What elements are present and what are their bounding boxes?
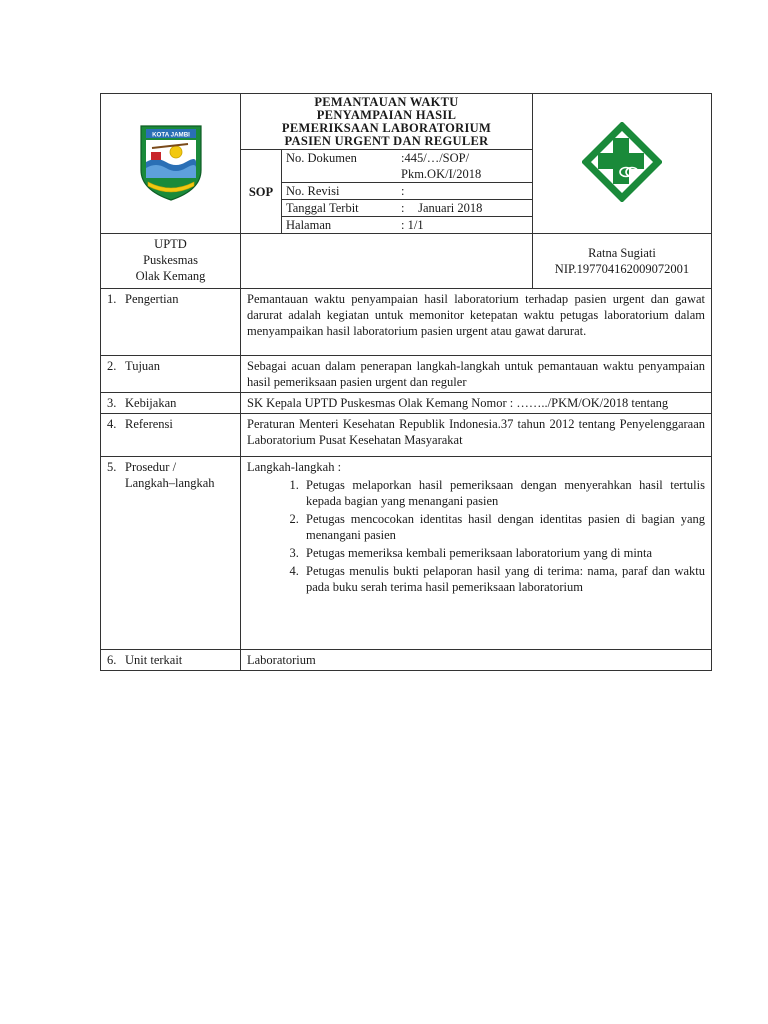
row-label bbox=[101, 289, 241, 356]
meta-value-text-2: Pkm.OK/I/2018 bbox=[401, 167, 482, 181]
row-label-text: Pengertian bbox=[125, 292, 179, 306]
row-label bbox=[101, 457, 241, 650]
org-line: Puskesmas bbox=[143, 253, 198, 267]
document-title bbox=[241, 94, 532, 149]
procedure-steps bbox=[247, 477, 705, 595]
procedure-step: 3. Petugas memeriksa kembali pemeriksaan laboratorium yang di minta bbox=[302, 545, 705, 561]
row-number: 5. bbox=[107, 460, 117, 474]
row-label-text-2: Langkah–langkah bbox=[125, 476, 215, 490]
signer-nip: NIP.197704162009072001 bbox=[554, 262, 690, 276]
meta-sep: : bbox=[401, 201, 405, 215]
row-label bbox=[101, 356, 241, 393]
meta-table bbox=[282, 150, 532, 233]
row-label-text: Prosedur / bbox=[125, 460, 177, 474]
meta-row-no-dokumen bbox=[282, 150, 532, 183]
row-content: Pemantauan waktu penyampaian hasil laboratorium terhadap pasien urgent dan gawat darurat adalah kegiatan untuk memonitor ketepatan waktu petugas laboratorium dalam menyampaikan hasil laboratorium pasien urgent atau gawat darurat. bbox=[241, 289, 712, 356]
meta-value bbox=[398, 183, 532, 199]
org-line: Olak Kemang bbox=[135, 269, 206, 283]
title-line: PEMERIKSAAN LABORATORIUM bbox=[281, 121, 492, 135]
meta-row-tanggal-terbit bbox=[282, 200, 532, 217]
meta-key: No. Revisi bbox=[286, 184, 340, 198]
empty-cell bbox=[241, 234, 533, 289]
row-prosedur bbox=[101, 457, 712, 650]
sop-document bbox=[100, 93, 711, 671]
meta-row-halaman bbox=[282, 217, 532, 233]
row-referensi bbox=[101, 414, 712, 457]
row-label-text: Kebijakan bbox=[125, 396, 177, 410]
meta-row-no-revisi bbox=[282, 183, 532, 200]
row-number: 1. bbox=[107, 292, 117, 306]
org-cell bbox=[101, 234, 241, 289]
meta-sep: : bbox=[401, 184, 405, 198]
kota-jambi-emblem-icon bbox=[136, 122, 206, 202]
kota-jambi-logo-cell bbox=[101, 94, 241, 234]
row-label-text: Tujuan bbox=[125, 359, 160, 373]
sop-block bbox=[241, 149, 532, 233]
meta-key: Halaman bbox=[286, 218, 332, 232]
title-cell bbox=[241, 94, 533, 234]
meta-sep: : bbox=[401, 218, 405, 232]
row-unit-terkait bbox=[101, 650, 712, 671]
procedure-intro: Langkah-langkah : bbox=[247, 460, 342, 474]
meta-value-text: 445/…/SOP/ bbox=[404, 151, 470, 165]
meta-value-text: Januari 2018 bbox=[418, 201, 483, 215]
row-number: 4. bbox=[107, 417, 117, 431]
row-number: 2. bbox=[107, 359, 117, 373]
row-content: SK Kepala UPTD Puskesmas Olak Kemang Nomor : ……../PKM/OK/2018 tentang bbox=[241, 393, 712, 414]
meta-value-text: 1/1 bbox=[407, 218, 424, 232]
row-label-text: Referensi bbox=[125, 417, 173, 431]
meta-sep: : bbox=[401, 151, 405, 165]
row-number: 3. bbox=[107, 396, 117, 410]
row-label bbox=[101, 414, 241, 457]
org-row bbox=[101, 234, 712, 289]
sop-label: SOP bbox=[241, 150, 282, 233]
procedure-content bbox=[241, 457, 712, 650]
row-label bbox=[101, 650, 241, 671]
signer-name: Ratna Sugiati bbox=[588, 246, 656, 260]
row-label bbox=[101, 393, 241, 414]
row-tujuan bbox=[101, 356, 712, 393]
row-content: Laboratorium bbox=[241, 650, 712, 671]
row-content: Sebagai acuan dalam penerapan langkah-langkah untuk pemantauan waktu penyampaian hasil pemeriksaan pasien urgent dan reguler bbox=[241, 356, 712, 393]
procedure-step: 1. Petugas melaporkan hasil pemeriksaan dengan menyerahkan hasil tertulis kepada bagian yang menangani pasien bbox=[302, 477, 705, 509]
logo-text: KOTA JAMBI bbox=[151, 130, 190, 138]
meta-value bbox=[398, 217, 532, 233]
procedure-step: 4. Petugas menulis bukti pelaporan hasil yang di terima: nama, paraf dan waktu pada buku serah terima hasil pemeriksaan laboratorium bbox=[302, 563, 705, 595]
meta-key: No. Dokumen bbox=[286, 151, 357, 165]
row-kebijakan bbox=[101, 393, 712, 414]
row-label-text: Unit terkait bbox=[125, 653, 183, 667]
signer-cell bbox=[533, 234, 712, 289]
procedure-step: 2. Petugas mencocokan identitas hasil dengan identitas pasien di bagian yang menangani pasien bbox=[302, 511, 705, 543]
org-line: UPTD bbox=[154, 237, 187, 251]
title-line: PENYAMPAIAN HASIL bbox=[316, 108, 457, 122]
meta-value bbox=[398, 200, 532, 216]
meta-value bbox=[398, 150, 532, 182]
row-pengertian bbox=[101, 289, 712, 356]
puskesmas-cross-logo-icon bbox=[582, 122, 662, 202]
meta-key: Tanggal Terbit bbox=[286, 201, 359, 215]
row-content: Peraturan Menteri Kesehatan Republik Indonesia.37 tahun 2012 tentang Penyelenggaraan Laboratorium Pusat Kesehatan Masyarakat bbox=[241, 414, 712, 457]
row-number: 6. bbox=[107, 653, 117, 667]
puskesmas-logo-cell bbox=[533, 94, 712, 234]
header-row bbox=[101, 94, 712, 234]
sop-table bbox=[100, 93, 712, 671]
title-line: PASIEN URGENT DAN REGULER bbox=[284, 134, 489, 148]
title-line: PEMANTAUAN WAKTU bbox=[314, 95, 459, 109]
